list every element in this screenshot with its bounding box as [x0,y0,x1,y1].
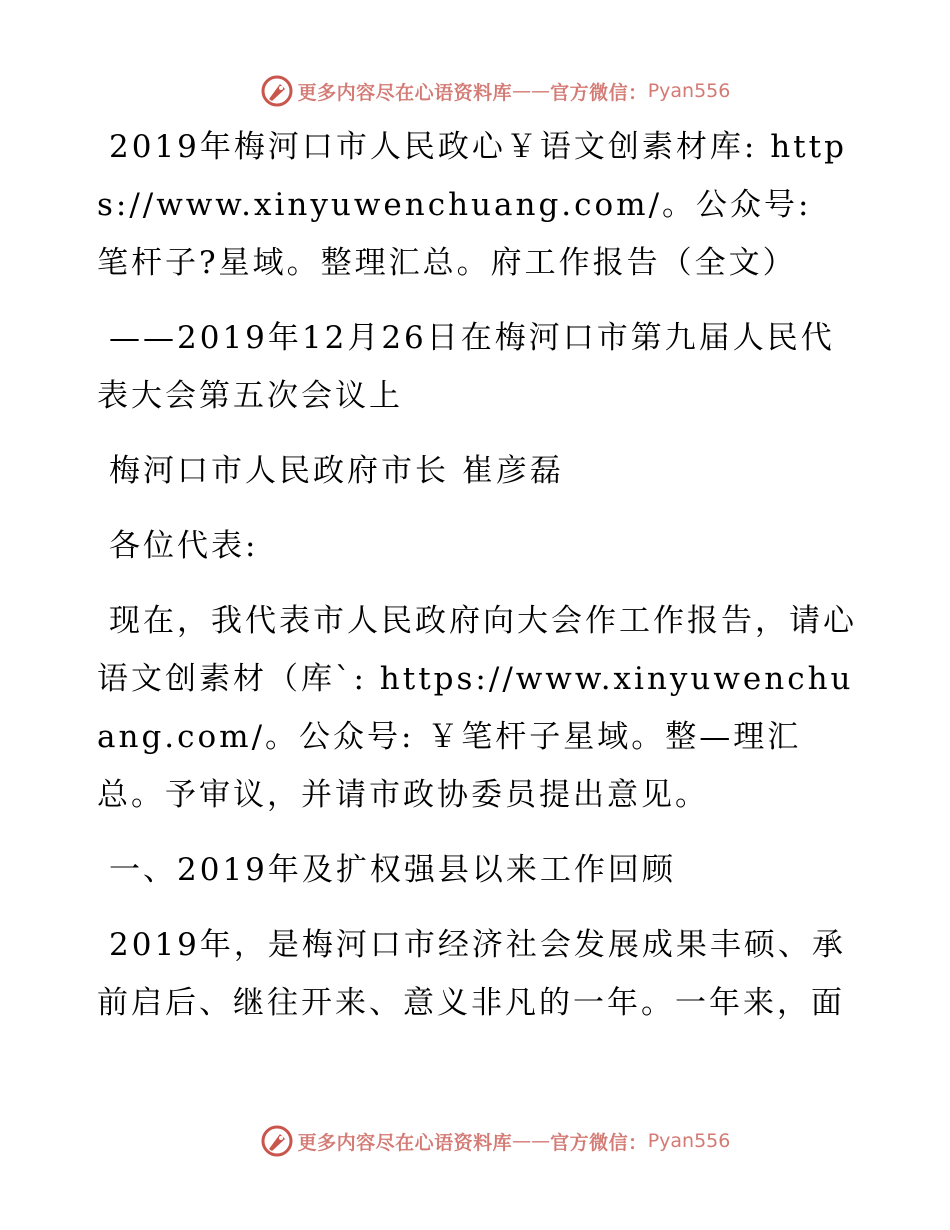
footer-dash: —— [512,1130,551,1152]
header-promo-text: 更多内容尽在心语资料库 [297,81,513,104]
paragraph-author: 梅河口市人民政府市长 崔彦磊 [109,453,564,489]
footer-wechat-label: 官方微信： [550,1131,648,1154]
header-wechat-label: 官方微信： [550,81,648,104]
footer-banner [0,1121,950,1161]
section-heading-review: 一、2019年及扩权强县以来工作回顾 [109,852,676,888]
paragraph-opening: 现在，我代表市人民政府向大会作工作报告，请心语文创素材（库`: https://www.xinyuwenchuang.com/。公众号: ￥笔杆子星域。整—理汇总。予审议，并请市政协委员提出意见。 [97,603,857,813]
footer-wechat-id: Pyan556 [647,1130,731,1152]
paragraph-intro: 2019年梅河口市人民政心￥语文创素材库: https://www.xinyuwenchuang.com/。公众号: 笔杆子?星域。整理汇总。府工作报告（全文） [97,129,847,281]
header-banner [0,71,950,111]
paragraph-2019-summary: 2019年，是梅河口市经济社会发展成果丰硕、承前启后、继往开来、意义非凡的一年。一年来，面 [97,927,846,1021]
document-body [97,118,857,1049]
pen-nib-logo-icon [260,74,294,108]
paragraph-salutation: 各位代表: [109,528,259,564]
header-dash: —— [512,80,551,102]
header-banner-inner [260,74,731,108]
footer-banner-inner [260,1124,731,1158]
header-wechat-id: Pyan556 [647,80,731,102]
pen-nib-logo-icon [260,1124,294,1158]
footer-promo-text: 更多内容尽在心语资料库 [297,1131,513,1154]
paragraph-subtitle: ——2019年12月26日在梅河口市第九届人民代表大会第五次会议上 [97,320,835,414]
